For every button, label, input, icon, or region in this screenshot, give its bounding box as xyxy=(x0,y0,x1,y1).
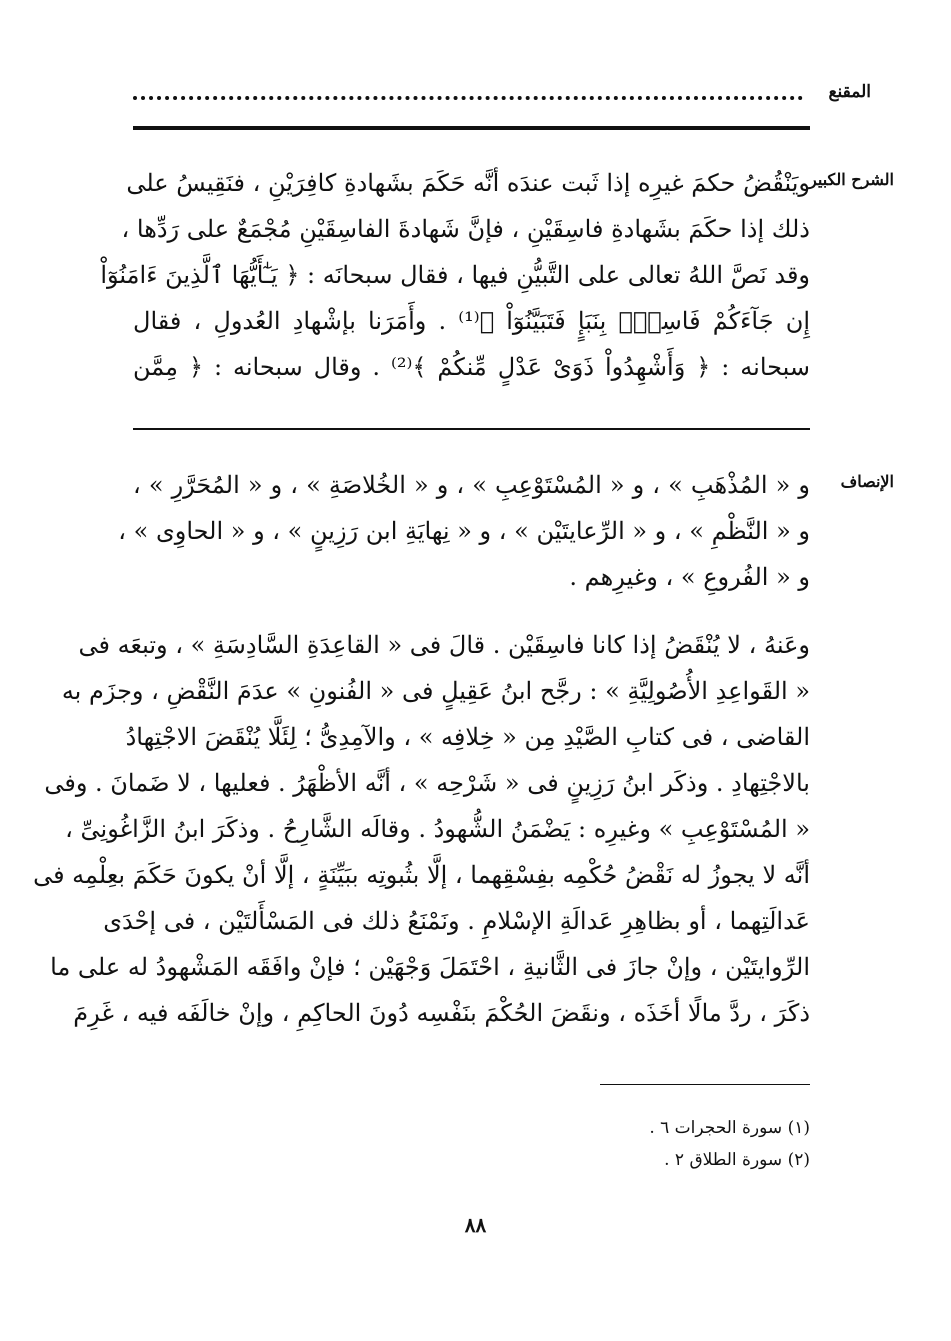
sharh-line: ذلك إذا حكَمَ بشَهادةِ فاسِقَيْنِ ، فإنَّ شَهادةَ الفاسِقَيْنِ مُجْمَعٌ على رَدِّها ، xyxy=(121,215,810,243)
header-dotted-leader xyxy=(133,86,803,100)
sharh-line: ويَنْقُضُ حكمَ غيرِه إذا ثَبت عندَه أنَّه حَكَمَ بشَهادةِ كافِرَيْنِ ، فنَقِيسُ على xyxy=(126,169,810,197)
running-head-title: المقنع xyxy=(828,82,871,102)
sharh-line: إِن جَآءَكُمْ فَاسِقٌۢ بِنَبَإٍ فَتَبَيَّنُوٓاْ ﴾⁽¹⁾ . وأَمَرَنا بإشْهادِ العُدولِ ، فقال xyxy=(133,307,810,335)
insaf-line: الرِّوايتَيْن ، وإنْ جازَ فى الثَّانيةِ ، احْتَمَلَ وَجْهَيْن ؛ فإنْ وافَقَه المَشْهودُ له على ما xyxy=(50,953,810,981)
footnote: (٢) سورة الطلاق ٢ . xyxy=(664,1150,810,1170)
footnotes xyxy=(649,1112,810,1176)
insaf-line: و « الفُروعِ » ، وغيرِهم . xyxy=(569,563,810,591)
footnote: (١) سورة الحجرات ٦ . xyxy=(649,1118,810,1138)
insaf-line: بالاجْتِهادِ . وذكَر ابنُ رَزِينٍ فى « شَرْحِه » ، أنَّه الأظْهَرُ . فعليها ، لا ضَمانَ . وفى xyxy=(44,769,810,797)
sharh-line: سبحانه : ﴿ وَأَشْهِدُواْ ذَوَىْ عَدْلٍ مِّنكُمْ ﴾⁽²⁾ . وقال سبحانه : ﴿ مِمَّن xyxy=(133,353,810,381)
insaf-line: و « المُذْهَبِ » ، و « المُسْتَوْعِبِ » ، و « الخُلاصَةِ » ، و « المُحَرَّرِ » ، xyxy=(133,471,810,499)
insaf-line: « القَواعِدِ الأُصُولِيَّةِ » : رجَّح ابنُ عَقِيلٍ فى « الفُنونِ » عدَمَ النَّقْضِ ، وجزَم به xyxy=(61,677,810,705)
insaf-line: أنَّه لا يجوزُ له نَقْضُ حُكْمِه بفِسْقِهما ، إلَّا بثُبوتِه ببَيِّنَةٍ ، إلَّا أنْ يكونَ حَكَمَ بعِلْمِه فى xyxy=(33,861,810,889)
insaf-line: القاضى ، فى كتابِ الصَّيْدِ مِن « خِلافِه » ، والآمِدِىُّ ؛ لِئَلَّا يُنْقَضَ الاجْتِهادُ xyxy=(125,723,810,751)
header-rule xyxy=(133,126,810,130)
sharh-line: وقد نَصَّ اللهُ تعالى على التَّبيُّنِ فيها ، فقال سبحانَه : ﴿ يَـٰٓأَيُّهَا ٱلَّذِينَ ءَامَنُوٓاْ xyxy=(100,261,810,289)
insaf-line: عَدالَتِهما ، أو بظاهِرِ عَدالَةِ الإسْلامِ . ونَمْنَعُ ذلك فى المَسْأَلتَيْن ، فى إحْدَى xyxy=(103,907,810,935)
sharh-section-label: الشرح الكبير xyxy=(809,170,894,189)
insaf-text-block-2 xyxy=(33,622,810,1036)
insaf-line: و « النَّظْمِ » ، و « الرِّعايتَيْن » ، و « نِهايَةِ ابن رَزِينٍ » ، و « الحاوِى » ، xyxy=(118,517,810,545)
insaf-line: وعَنهُ ، لا يُنْقَضُ إذا كانا فاسِقَيْن . قالَ فى « القاعِدَةِ السَّادِسَةِ » ، وتبعَه فى xyxy=(78,631,810,659)
section-divider-rule xyxy=(133,428,810,430)
insaf-line: « المُسْتَوْعِبِ » وغيرِه : يَضْمَنُ الشُّهودُ . وقالَه الشَّارِحُ . وذكَرَ ابنُ الزَّاغُونِىِّ ، xyxy=(65,815,810,843)
insaf-section-label: الإنصاف xyxy=(840,472,894,491)
footnote-rule xyxy=(600,1084,810,1085)
page-number: ٨٨ xyxy=(464,1213,487,1237)
insaf-line: ذكَرَ ، ردَّ مالًا أخَذَه ، ونقَضَ الحُكْمَ بنَفْسِه دُونَ الحاكِمِ ، وإنْ خالَفَه فيه ، غَرِمَ xyxy=(73,999,810,1027)
sharh-text-block xyxy=(100,160,810,390)
insaf-text-block-1 xyxy=(118,462,810,600)
